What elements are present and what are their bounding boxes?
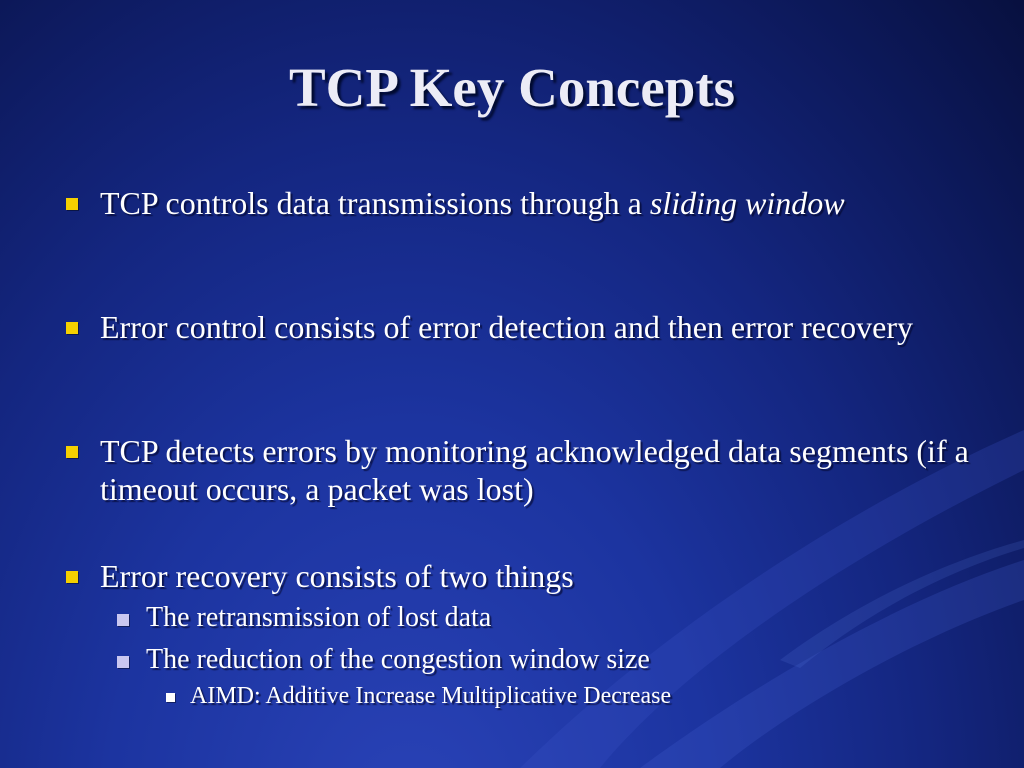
sub-bullet-retransmission [146, 602, 966, 634]
bullet-text: Error control consists of error detection and then error recovery [100, 309, 913, 345]
bullet-text-plain: TCP controls data transmissions through a [100, 185, 650, 221]
square-bullet-icon [117, 656, 129, 668]
bullet-text-emphasis: sliding window [649, 185, 845, 221]
square-bullet-icon [117, 614, 129, 626]
sub-bullet-text: The retransmission of lost data [146, 602, 492, 633]
bullet-text: Error recovery consists of two things [100, 558, 574, 594]
sub-bullet-text: The reduction of the congestion window size [146, 644, 650, 675]
square-bullet-icon [66, 198, 78, 210]
bullet-text: TCP detects errors by monitoring acknowledged data segments (if a timeout occurs, a packet was lost) [100, 433, 969, 507]
bullet-error-recovery [100, 557, 980, 595]
bullet-sliding-window [100, 184, 980, 222]
square-bullet-icon [66, 322, 78, 334]
square-bullet-icon [166, 693, 175, 702]
sub-bullet-congestion-window [146, 644, 966, 676]
square-bullet-icon [66, 446, 78, 458]
square-bullet-icon [66, 571, 78, 583]
sub-sub-bullet-aimd [190, 682, 970, 710]
bullet-text [100, 184, 980, 222]
bullet-error-control [100, 308, 980, 346]
bullet-detects-errors [100, 432, 980, 508]
sub-sub-bullet-text: AIMD: Additive Increase Multiplicative Decrease [190, 683, 672, 709]
slide-title: TCP Key Concepts [288, 57, 736, 118]
